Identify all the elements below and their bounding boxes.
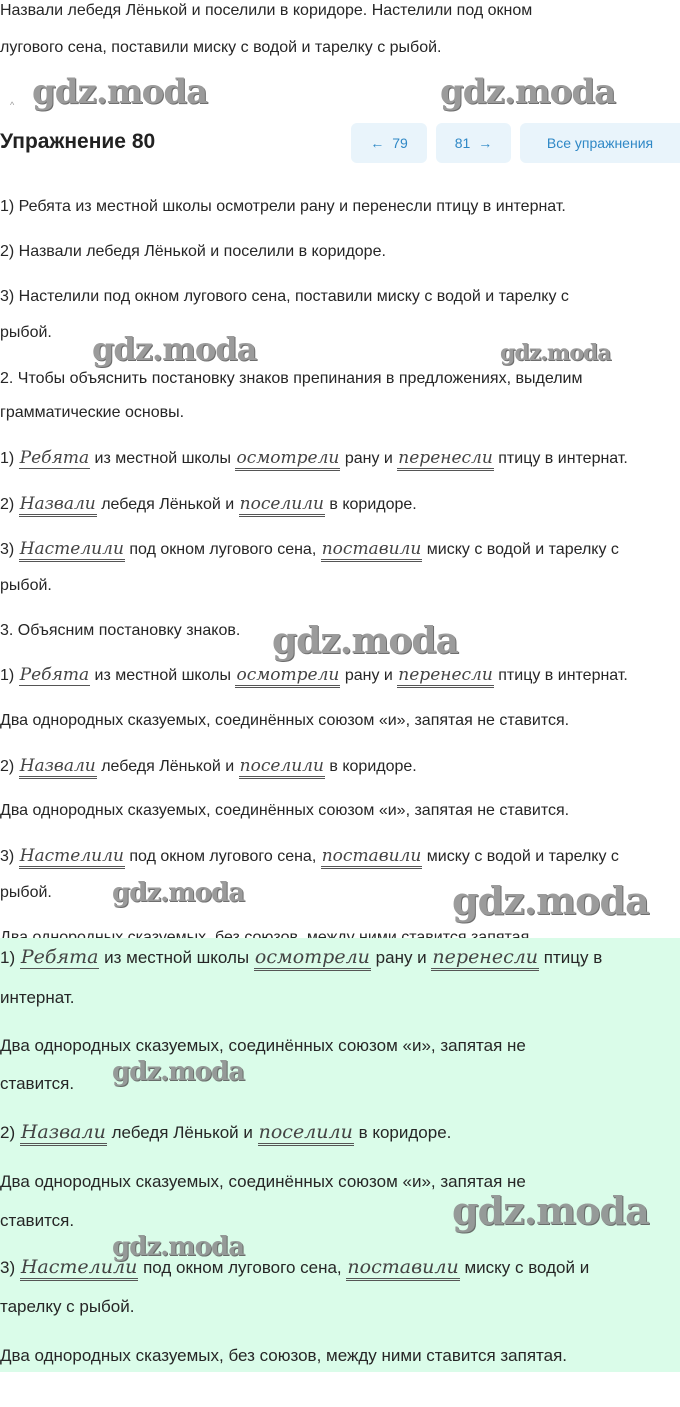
predicate-nazvali: Назвали [19,756,97,779]
subject-rebyata: Ребята [20,946,99,968]
predicate-perenesli: перенесли [397,665,494,688]
predicate-nastelili: Настелили [20,1256,138,1281]
watermark: gdz.moda [112,1232,245,1262]
watermark: gdz.moda [112,1057,245,1087]
predicate-poselili: поселили [239,494,325,517]
page-title: Упражнение 80 [0,130,156,153]
chevron-up-icon: ^ [10,100,15,110]
top-text-line-2: лугового сена, поставили миску с водой и тарелку с рыбой. [0,39,442,56]
green-explanation-1-line-2: ставится. [0,1074,75,1093]
parsed-sentence-2: 2) Назвали лебедя Лёнькой и поселили в коридоре. [0,494,417,515]
predicate-osmotreli: осмотрели [254,946,371,971]
predicate-perenesli: перенесли [397,448,494,471]
watermark: gdz.moda [452,1188,649,1233]
green-sentence-3-end: тарелку с рыбой. [0,1297,135,1316]
green-explanation-3: Два однородных сказуемых, без союзов, между ними ставится запятая. [0,1346,568,1365]
next-exercise-button[interactable] [436,123,511,163]
all-exercises-button[interactable] [520,123,680,163]
parsed-sentence-1: 1) Ребята из местной школы осмотрели рану и перенесли птицу в интернат. [0,448,628,469]
watermark: gdz.moda [500,340,611,366]
sentence-1: 1) Ребята из местной школы осмотрели рану и перенесли птицу в интернат. [0,198,566,215]
predicate-postavili: поставили [346,1256,459,1281]
predicate-nazvali: Назвали [19,494,97,517]
part-3-intro: 3. Объясним постановку знаков. [0,622,241,639]
watermark: gdz.moda [272,620,458,662]
all-exercises-label: Все упражнения [546,135,654,151]
watermark: gdz.moda [452,878,649,923]
next-exercise-label: 81 [454,135,471,151]
parsed-sentence-3: 3) Настелили под окном лугового сена, поставили миску с водой и тарелку с [0,539,619,560]
top-text-line-1: Назвали лебедя Лёнькой и поселили в коридоре. Настелили под окном [0,2,533,19]
green-sentence-1: 1) Ребята из местной школы осмотрели рану и перенесли птицу в [0,947,602,968]
predicate-osmotreli: осмотрели [235,448,340,471]
arrow-left-icon: ← [370,135,385,151]
parsed-sentence-2-b: 2) Назвали лебедя Лёнькой и поселили в коридоре. [0,756,417,777]
predicate-poselili: поселили [258,1121,354,1146]
explanation-1: Два однородных сказуемых, соединённых союзом «и», запятая не ставится. [0,712,570,729]
green-sentence-3: 3) Настелили под окном лугового сена, поставили миску с водой и [0,1257,589,1278]
predicate-nastelili: Настелили [19,846,125,869]
parsed-sentence-1-b: 1) Ребята из местной школы осмотрели рану и перенесли птицу в интернат. [0,665,628,686]
prev-exercise-label: 79 [392,135,408,151]
predicate-perenesli: перенесли [431,946,539,971]
green-explanation-2-line-2: ставится. [0,1211,75,1230]
sentence-3-line-1: 3) Настелили под окном лугового сена, поставили миску с водой и тарелку с [0,288,569,305]
watermark: gdz.moda [440,72,616,112]
green-sentence-1-end: интернат. [0,988,75,1007]
predicate-osmotreli: осмотрели [235,665,340,688]
predicate-nazvali: Назвали [20,1121,107,1146]
parsed-sentence-3-b-end: рыбой. [0,884,52,901]
predicate-postavili: поставили [321,539,423,562]
watermark: gdz.moda [32,72,208,112]
part-2-intro-line-2: грамматические основы. [0,404,185,421]
green-sentence-2: 2) Назвали лебедя Лёнькой и поселили в коридоре. [0,1122,451,1143]
prev-exercise-button[interactable] [351,123,427,163]
watermark: gdz.moda [112,878,245,908]
sentence-2: 2) Назвали лебедя Лёнькой и поселили в коридоре. [0,243,386,260]
arrow-right-icon: → [478,135,493,151]
parsed-sentence-3-end: рыбой. [0,577,52,594]
part-2-intro-line-1: 2. Чтобы объяснить постановку знаков препинания в предложениях, выделим [0,370,583,387]
predicate-poselili: поселили [239,756,325,779]
predicate-postavili: поставили [321,846,423,869]
parsed-sentence-3-b: 3) Настелили под окном лугового сена, поставили миску с водой и тарелку с [0,846,619,867]
subject-rebyata: Ребята [19,665,90,685]
sentence-3-line-2: рыбой. [0,324,52,341]
watermark: gdz.moda [92,330,257,368]
explanation-2: Два однородных сказуемых, соединённых союзом «и», запятая не ставится. [0,802,570,819]
predicate-nastelili: Настелили [19,539,125,562]
subject-rebyata: Ребята [19,448,90,468]
green-explanation-2-line-1: Два однородных сказуемых, соединённых союзом «и», запятая не [0,1172,526,1191]
green-explanation-1-line-1: Два однородных сказуемых, соединённых союзом «и», запятая не [0,1036,526,1055]
